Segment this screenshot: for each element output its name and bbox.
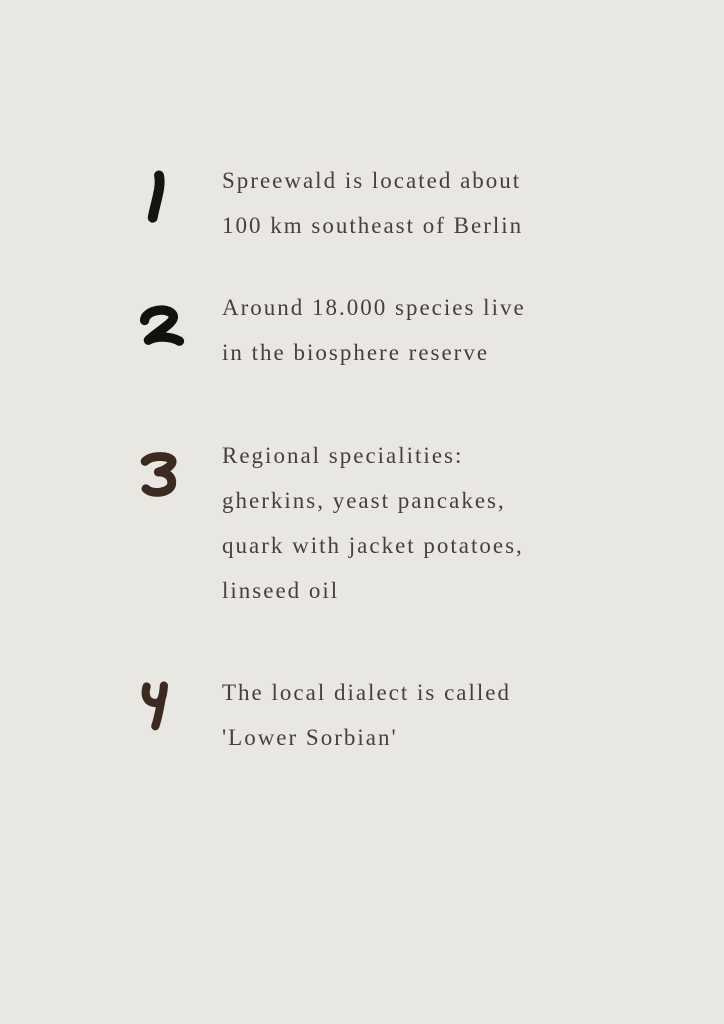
number-4-icon xyxy=(138,678,176,733)
handwritten-number-3 xyxy=(138,433,222,500)
fact-item-4 xyxy=(138,670,511,760)
number-4-label xyxy=(138,670,139,671)
fact-1-line-1: Spreewald is located about xyxy=(222,168,522,193)
fact-1-line-2: 100 km southeast of Berlin xyxy=(222,213,524,238)
fact-2-text xyxy=(222,285,526,375)
number-1-icon xyxy=(141,168,168,226)
fact-item-2 xyxy=(138,285,526,375)
fact-3-line-4: linseed oil xyxy=(222,578,340,603)
fact-3-line-3: quark with jacket potatoes, xyxy=(222,533,524,558)
number-1-label xyxy=(138,158,139,159)
number-3-label xyxy=(138,433,139,434)
handwritten-number-1 xyxy=(138,158,222,226)
handwritten-number-4 xyxy=(138,670,222,733)
number-3-icon xyxy=(138,451,182,500)
fact-3-line-2: gherkins, yeast pancakes, xyxy=(222,488,506,513)
number-2-icon xyxy=(139,305,186,349)
fact-3-line-1: Regional specialities: xyxy=(222,443,464,468)
fact-2-line-1: Around 18.000 species live xyxy=(222,295,526,320)
number-2-label xyxy=(138,285,139,286)
fact-item-3 xyxy=(138,433,524,613)
fact-4-line-2: 'Lower Sorbian' xyxy=(222,725,398,750)
fact-item-1 xyxy=(138,158,523,248)
fact-4-text xyxy=(222,670,511,760)
fact-1-text xyxy=(222,158,523,248)
handwritten-number-2 xyxy=(138,285,222,349)
fact-3-text xyxy=(222,433,524,613)
fact-4-line-1: The local dialect is called xyxy=(222,680,511,705)
fact-2-line-2: in the biosphere reserve xyxy=(222,340,490,365)
